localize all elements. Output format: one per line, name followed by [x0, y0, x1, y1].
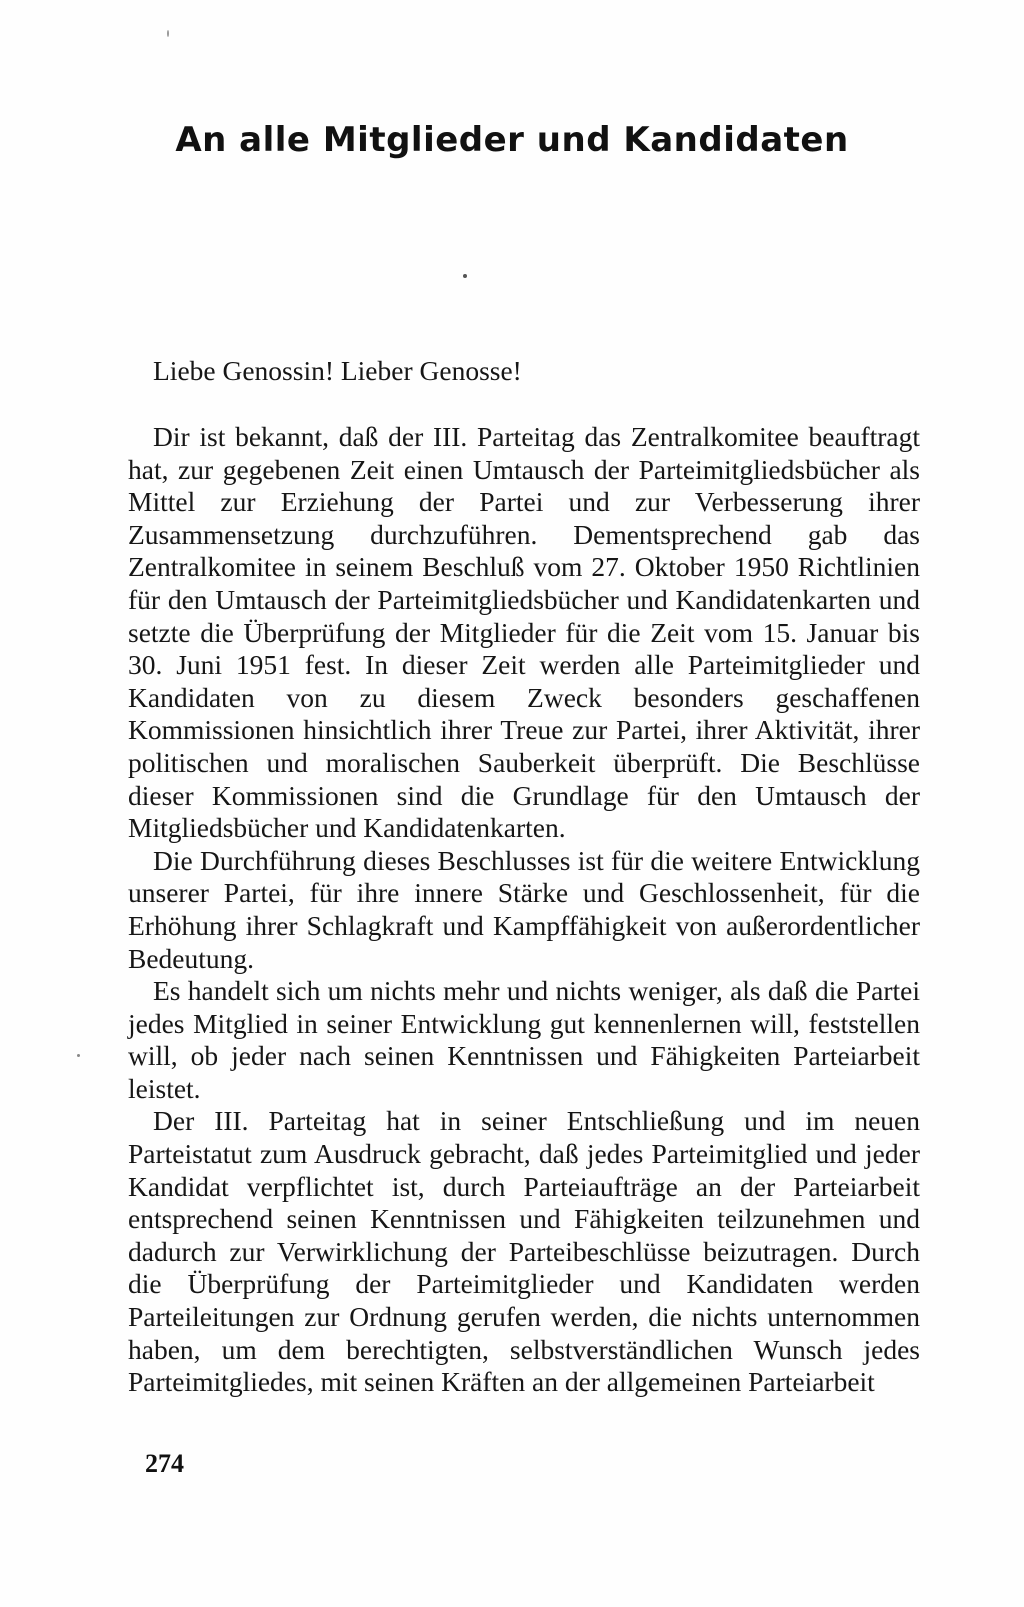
- paragraph: Die Durchführung dieses Beschlusses ist für die weitere Entwicklung unserer Partei, für ihre innere Stärke und Geschlossenheit, für die Erhöhung ihrer Schlagkraft und Kampffähigkeit von außerordentlicher Bedeutung.: [128, 844, 920, 974]
- paragraph: Dir ist bekannt, daß der III. Parteitag das Zentralkomitee beauftragt hat, zur gegebenen Zeit einen Umtausch der Parteimitgliedsbücher als Mittel zur Erziehung der Partei und zur Verbesserung ihrer Zusammensetzung durchzuführen. Dementsprechend gab das Zentralkomitee in seinem Beschluß vom 27. Oktober 1950 Richtlinien für den Umtausch der Parteimitgliedsbücher und Kandidatenkarten und setzte die Überprüfung der Mitglieder für die Zeit vom 15. Januar bis 30. Juni 1951 fest. In dieser Zeit werden alle Parteimitglieder und Kandidaten von zu diesem Zweck besonders geschaffenen Kommissionen hinsichtlich ihrer Treue zur Partei, ihrer Aktivität, ihrer politischen und moralischen Sauberkeit überprüft. Die Beschlüsse dieser Kommissionen sind die Grundlage für den Umtausch der Mitgliedsbücher und Kandidatenkarten.: [128, 421, 920, 844]
- paragraph: Der III. Parteitag hat in seiner Entschließung und im neuen Parteistatut zum Ausdruck gebracht, daß jedes Parteimitglied und jeder Kandidat verpflichtet ist, durch Parteiaufträge an der Parteiarbeit entsprechend seinen Kenntnissen und Fähigkeiten teilzunehmen und dadurch zur Verwirklichung der Parteibeschlüsse beizutragen. Durch die Überprüfung der Parteimitglieder und Kandidaten werden Parteileitungen zur Ordnung gerufen werden, die nichts unternommen haben, um dem berechtigten, selbstverständlichen Wunsch jedes Parteimitgliedes, mit seinen Kräften an der allgemeinen Parteiarbeit: [128, 1105, 920, 1398]
- body-text: [128, 421, 920, 1399]
- print-speck: [77, 1054, 80, 1057]
- page-title: An alle Mitglieder und Kandidaten: [175, 120, 849, 160]
- page-number: 274: [145, 1449, 184, 1478]
- salutation: Liebe Genossin! Lieber Genosse!: [153, 355, 522, 386]
- print-speck: [167, 30, 169, 37]
- print-speck: [463, 274, 467, 278]
- paragraph: Es handelt sich um nichts mehr und nichts weniger, als daß die Partei jedes Mitglied in seiner Entwicklung gut kennenlernen will, feststellen will, ob jeder nach seinen Kenntnissen und Fähigkeiten Parteiarbeit leistet.: [128, 975, 920, 1104]
